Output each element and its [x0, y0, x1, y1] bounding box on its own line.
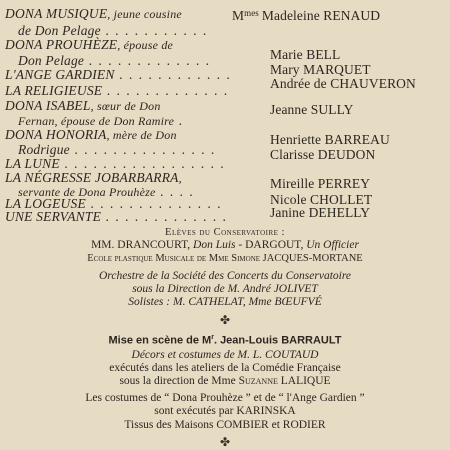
tissus-line: Tissus des Maisons COMBIER et RODIER — [124, 419, 326, 431]
leader-dots: . . . . . . . . . . . . . — [102, 83, 229, 98]
orchestre-line: Orchestre de la Société des Concerts du Conservatoire — [99, 270, 351, 282]
cast-role — [18, 23, 208, 38]
actor-name: Janine DEHELLY — [270, 205, 371, 220]
role-continuation: Don Pelage — [18, 53, 85, 68]
eleves-part: - DARGOUT, — [235, 239, 307, 251]
leader-dots: . . . . . . . . . . . . . — [84, 53, 211, 68]
cast-role — [5, 127, 177, 143]
role-note: , sœur de Don — [90, 99, 161, 113]
mise-en-scene-sup: r — [211, 334, 214, 341]
role-name: LA RELIGIEUSE — [5, 83, 103, 98]
karinska-line: sont exécutés par KARINSKA — [154, 405, 296, 417]
decors-line: Décors et costumes de M. L. COUTAUD — [131, 349, 319, 361]
role-note: , — [178, 171, 182, 185]
mmes-prefix: M — [232, 8, 245, 23]
role-note: , épouse de — [117, 38, 174, 52]
actor-name: Nicole CHOLLET — [270, 192, 373, 207]
role-continuation: de Don Pelage — [18, 23, 101, 38]
cast-role — [5, 67, 232, 82]
role-continuation: Fernan, épouse de Don Ramire — [18, 114, 175, 128]
ecole-firstname: Simone — [231, 253, 261, 264]
actor-name: Jeanne SULLY — [270, 102, 354, 117]
eleves-role: Don Luis — [193, 239, 236, 251]
actor-name: Madeleine RENAUD — [261, 8, 381, 23]
eleves-heading: Elèves du Conservatoire : — [165, 227, 285, 238]
role-name: LA LOGEUSE — [5, 196, 86, 211]
ecole-line — [0, 252, 450, 266]
role-name: DONA ISABEL — [5, 98, 91, 113]
ateliers-line: exécutés dans les ateliers de la Comédie Française — [109, 362, 341, 374]
role-name: DONA PROUHÈZE — [5, 37, 118, 52]
leader-dots: . . . . . . . . . . . . . . — [85, 196, 223, 211]
ecole-surname: JACQUES-MORTANE — [260, 253, 363, 264]
role-name: UNE SERVANTE — [5, 209, 102, 224]
cast-role — [5, 83, 229, 98]
leader-dots: . . . . . . . . . . . . . . . — [69, 142, 217, 157]
costumes-line: Les costumes de “ Dona Prouhèze ” et de “ l'Ange Gardien ” — [85, 392, 365, 404]
mmes-prefix-sup: mes — [244, 8, 259, 18]
actor-name: Marie BELL — [270, 47, 341, 62]
direction-firstname: Suzanne — [238, 375, 278, 387]
role-continuation: Rodrigue — [18, 142, 70, 157]
role-note: , jeune cousine — [107, 7, 182, 21]
role-name: DONA HONORIA — [5, 127, 107, 142]
fleuron-ornament-icon: ✤ — [219, 313, 231, 327]
solistes-line: Solistes : M. CATHELAT, Mme BŒUFVÉ — [128, 296, 322, 308]
direction-surname: LALIQUE — [277, 375, 331, 387]
ecole-part: Ecole plastique Musicale de Mme — [87, 253, 232, 264]
cast-role — [18, 53, 211, 68]
eleves-role: Un Officier — [306, 239, 359, 251]
leader-dots: . . . . . . . . . . . . — [114, 67, 232, 82]
cast-role — [5, 37, 173, 53]
fleuron-ornament-icon: ✤ — [219, 435, 231, 449]
leader-dots: . . . . . . . . . . . . . . . . . — [59, 156, 226, 171]
role-note: , mère de Don — [106, 128, 177, 142]
mise-en-scene-part: Mise en scène de M — [108, 334, 212, 347]
direction-part: sous la direction de Mme — [119, 375, 239, 387]
role-name: DONA MUSIQUE — [5, 6, 108, 21]
eleves-line — [0, 238, 450, 252]
actor-name: Mary MARQUET — [270, 62, 371, 77]
cast-role — [5, 6, 182, 22]
role-name: L'ANGE GARDIEN — [5, 67, 115, 82]
actor-name: Andrée de CHAUVERON — [270, 76, 416, 91]
role-continuation: servante de Dona Prouhèze — [18, 185, 156, 199]
leader-dots: . — [174, 113, 184, 128]
mise-en-scene-line — [0, 331, 450, 348]
orchestre-direction: sous la Direction de M. André JOLIVET — [132, 283, 318, 295]
cast-actor — [232, 6, 380, 23]
mise-en-scene-part: . Jean-Louis BARRAULT — [213, 334, 342, 347]
actor-name: Clarisse DEUDON — [270, 147, 376, 162]
cast-role — [18, 142, 216, 157]
direction-line — [0, 374, 450, 388]
actor-name: Henriette BARREAU — [270, 132, 390, 147]
role-name: LA NÉGRESSE JOBARBARRA — [5, 170, 179, 185]
leader-dots: . . . . . . . . . . . . . — [101, 209, 228, 224]
eleves-part: MM. DRANCOURT, — [91, 239, 194, 251]
leader-dots: . . . . . . . . . . . — [100, 23, 209, 38]
actor-name: Mireille PERREY — [270, 176, 371, 191]
cast-role — [5, 98, 161, 114]
cast-role — [5, 156, 226, 171]
cast-role — [5, 209, 228, 224]
role-name: LA LUNE — [5, 156, 60, 171]
leader-dots: . . . . — [155, 184, 195, 199]
